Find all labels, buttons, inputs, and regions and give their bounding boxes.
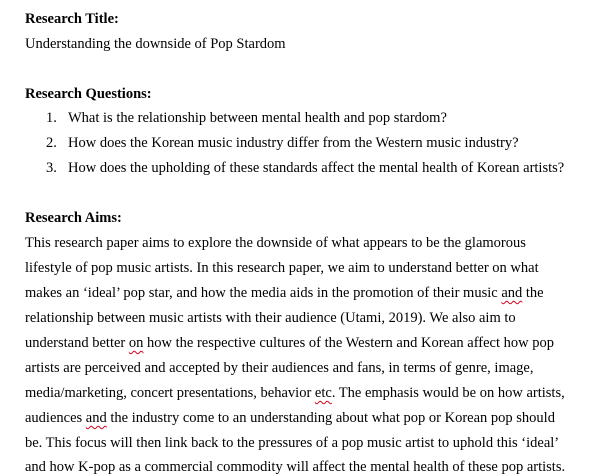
paragraph-line <box>25 360 533 376</box>
spellcheck-flagged-word[interactable]: and <box>85 410 107 426</box>
text-run: understand better <box>25 335 129 351</box>
spellcheck-flagged-word[interactable]: and <box>501 285 523 301</box>
text-run: lifestyle of pop music artists. In this research paper, we aim to understand better on what <box>25 260 539 276</box>
text-run: media/marketing, concert presentations, behavior <box>25 385 315 401</box>
paragraph-line <box>25 260 539 276</box>
paragraph-line <box>25 410 555 426</box>
text-run: audiences <box>25 410 86 426</box>
text-run: artists are perceived and accepted by their audiences and fans, in terms of genre, image, <box>25 360 534 376</box>
text-run: the industry come to an understanding about what pop or Korean pop should <box>106 410 555 426</box>
paragraph-line <box>25 285 544 301</box>
paragraph-line <box>25 385 565 401</box>
text-run: and how K-pop as a commercial commodity will affect the mental health of these pop artists. <box>25 459 566 475</box>
research-title-text: Understanding the downside of Pop Stardom <box>25 36 286 52</box>
spellcheck-flagged-word[interactable]: on <box>128 335 144 351</box>
paragraph-line <box>25 335 554 351</box>
paragraph-line <box>25 235 526 251</box>
research-title-heading: Research Title: <box>25 11 119 27</box>
text-run: This research paper aims to explore the downside of what appears to be the glamorous <box>25 235 526 251</box>
text-run: relationship between music artists with their audience (Utami, 2019). We also aim to <box>25 310 516 326</box>
paragraph-line <box>25 435 559 451</box>
text-run: makes an ‘ideal’ pop star, and how the media aids in the promotion of their music <box>25 285 502 301</box>
paragraph-line <box>25 310 516 326</box>
list-item-text: What is the relationship between mental health and pop stardom? <box>68 110 447 126</box>
research-questions-heading: Research Questions: <box>25 86 152 102</box>
text-run: the <box>522 285 544 301</box>
list-item-text: How does the upholding of these standards affect the mental health of Korean artists? <box>68 160 565 176</box>
list-item-number: 1. <box>46 110 57 126</box>
list-item-number: 2. <box>46 135 57 151</box>
research-aims-heading: Research Aims: <box>25 210 122 226</box>
text-run: how the respective cultures of the Western and Korean affect how pop <box>143 335 554 351</box>
spellcheck-flagged-word[interactable]: etc <box>314 385 332 401</box>
list-item-number: 3. <box>46 160 57 176</box>
paragraph-line <box>25 459 565 475</box>
list-item-text: How does the Korean music industry differ from the Western music industry? <box>68 135 519 151</box>
text-run: . The emphasis would be on how artists, <box>331 385 565 401</box>
text-run: be. This focus will then link back to the pressures of a pop music artist to uphold this ‘ideal’ <box>25 435 560 451</box>
